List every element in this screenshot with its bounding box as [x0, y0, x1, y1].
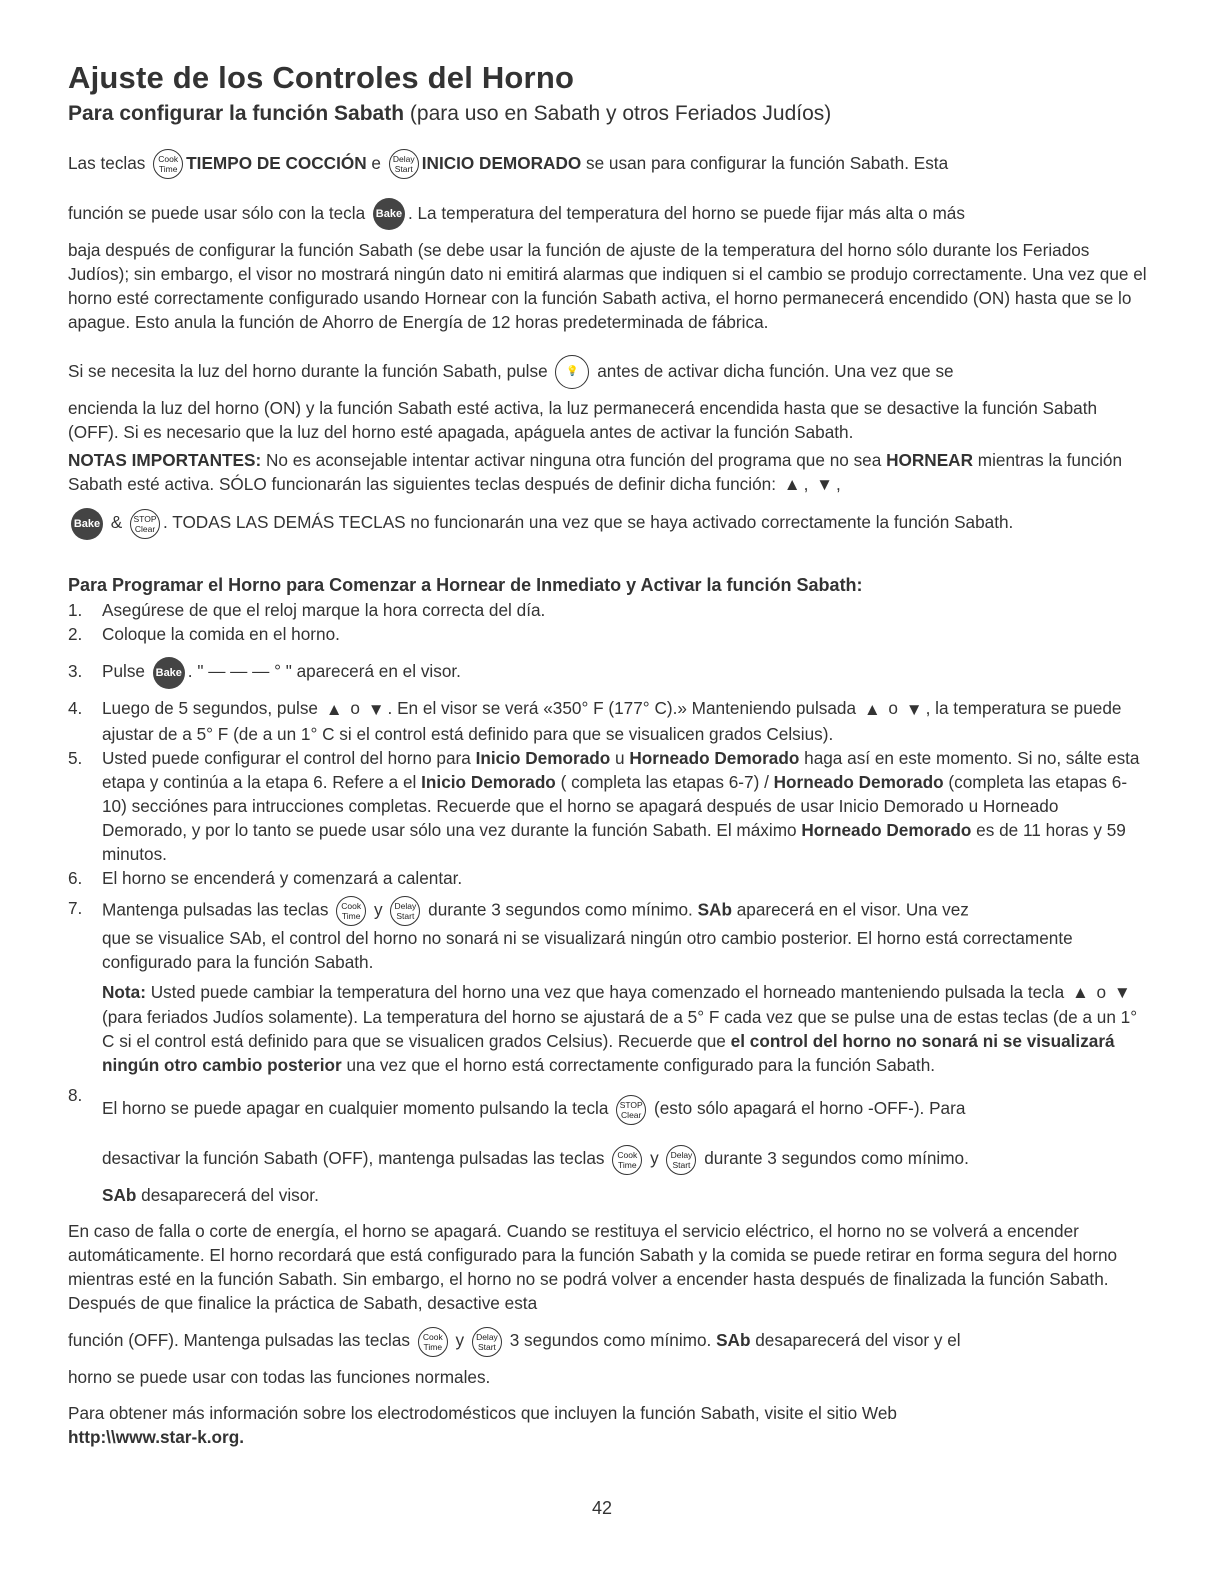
delay-start-key-icon: Delay Start: [472, 1327, 502, 1357]
down-arrow-icon: ▼: [816, 475, 833, 495]
up-arrow-icon: ▲: [783, 475, 801, 495]
page-number: 42: [592, 1498, 613, 1518]
intro-paragraph: baja después de configurar la función Sabath (se debe usar la función de ajuste de la temperatura del horno sólo durante los Feriados Judíos); sin embargo, el visor no mostrará ningún dato ni emitirá alarmas que indiquen si el cambio se produjo correctamente. Una vez que el horno esté correctamente configurado usando Hornear con la función Sabath activa, el horno permanecerá encendido (ON) hasta que se lo apague. Esto anula la función de Ahorro de Energía de 12 horas predeterminada de fábrica.: [68, 240, 1147, 332]
up-arrow-icon: ▲: [1071, 983, 1089, 1003]
cook-time-key-icon: Cook Time: [612, 1145, 642, 1175]
up-arrow-icon: ▲: [863, 699, 881, 719]
delay-start-key-icon: Delay Start: [389, 149, 419, 179]
light-line-1: Si se necesita la luz del horno durante la función Sabath, pulse 💡 antes de activar dicha función. Una vez que se: [68, 346, 1148, 396]
cook-time-key-icon: Cook Time: [153, 149, 183, 179]
step-3: 3. Pulse Bake . " — — — ° " aparecerá en el visor.: [68, 646, 1148, 696]
more-info: Para obtener más información sobre los electrodomésticos que incluyen la función Sabath, visite el sitio Web: [68, 1403, 897, 1424]
down-arrow-icon: ▼: [367, 699, 385, 719]
program-heading: Para Programar el Horno para Comenzar a Hornear de Inmediato y Activar la función Sabath:: [68, 575, 863, 596]
step-2: 2. Coloque la comida en el horno.: [68, 624, 340, 645]
intro-line-1: Las teclas Cook Time TIEMPO DE COCCIÓN e Delay Start INICIO DEMORADO se usan para configurar la función Sabath. Esta: [68, 138, 1148, 188]
important-notes: NOTAS IMPORTANTES: No es aconsejable intentar activar ninguna otra función del programa que no sea HORNEAR mientras la función Sabath esté activa. SÓLO funcionarán las siguientes teclas después de definir dicha función: ▲ , ▼ ,: [68, 448, 1148, 497]
page-content: [68, 60, 1148, 1449]
step-8: 8. El horno se puede apagar en cualquier momento pulsando la tecla STOP Clear (esto sólo apagará el horno -OFF-). Para desactivar la función Sabath (OFF), mantenga pulsadas las teclas Cook Time y Delay Start durante 3 segundos como mínimo. SAb desaparecerá del visor.: [68, 1085, 969, 1206]
step-5: 5. Usted puede configurar el control del horno para Inicio Demorado u Horneado Demorado haga así en este momento. Si no, sálte esta etapa y continúa a la etapa 6. Refere a el Inicio Demorado ( completa las etapas 6-7) / Horneado Demorado (completa las etapas 6-10) secciónes para intrucciones completas. Recuerde que el horno se apagará después de usar Inicio Demorado u Horneado Demorado, y por lo tanto se puede usar sólo una vez durante la función Sabath. El máximo Horneado Demorado es de 11 horas y 59 minutos.: [68, 747, 1140, 864]
intro-line-2: función se puede usar sólo con la tecla Bake . La temperatura del temperatura del horno se puede fijar más alta o más: [68, 188, 1148, 238]
light-key-icon: 💡: [555, 355, 589, 389]
cook-time-key-icon: Cook Time: [418, 1327, 448, 1357]
step-7: 7. Mantenga pulsadas las teclas Cook Time y Delay Start durante 3 segundos como mínimo. SAb aparecerá en el visor. Una vez que se visualice SAb, el control del horno no sonará ni se visualizará ningún otro cambio posterior. El horno está correctamente configurado para la función Sabath.: [68, 897, 1073, 972]
delay-start-key-icon: Delay Start: [666, 1145, 696, 1175]
bake-key-icon: Bake: [373, 198, 405, 230]
subtitle-rest: (para uso en Sabath y otros Feriados Judíos): [404, 102, 832, 125]
power-last-line: horno se puede usar con todas las funciones normales.: [68, 1367, 491, 1388]
cook-time-key-icon: Cook Time: [336, 896, 366, 926]
step-4: 4. Luego de 5 segundos, pulse ▲ o ▼ . En el visor se verá «350° F (177° C).» Manteniendo pulsada ▲ o ▼ , la temperatura se puede ajustar de a 5° F (de a un 1° C si el control está definido para que se visualicen grados Celsius).: [68, 698, 1122, 744]
section-subtitle: [68, 102, 1148, 126]
website-link[interactable]: http:\\www.star-k.org.: [68, 1427, 245, 1448]
steps-list: [68, 598, 1148, 1207]
step-1: 1. Asegúrese de que el reloj marque la hora correcta del día.: [68, 600, 546, 621]
bake-key-icon: Bake: [153, 657, 185, 689]
step-6: 6. El horno se encenderá y comenzará a calentar.: [68, 867, 463, 888]
subtitle-bold: Para configurar la función Sabath: [68, 102, 405, 125]
important-notes-keys: Bake & STOP Clear . TODAS LAS DEMÁS TECLAS no funcionarán una vez que se haya activado correctamente la función Sabath.: [68, 497, 1148, 547]
light-paragraph: encienda la luz del horno (ON) y la función Sabath esté activa, la luz permanecerá encendida hasta que se desactive la función Sabath (OFF). Si es necesario que la luz del horno esté apagada, apáguela antes de activar la función Sabath.: [68, 398, 1098, 442]
step-7-note: Nota: Usted puede cambiar la temperatura del horno una vez que haya comenzado el horneado manteniendo pulsada la tecla ▲ o ▼ (para feriados Judíos solamente). La temperatura del horno se ajustará de a 5° F cada vez que se pulse una de estas teclas (de a un 1° C si el control está definido para que se visualicen grados Celsius). Recuerde que el control del horno no sonará ni se visualizará ningún otro cambio posterior una vez que el horno está correctamente configurado para la función Sabath.: [102, 981, 1138, 1076]
down-arrow-icon: ▼: [905, 699, 923, 719]
delay-start-key-icon: Delay Start: [390, 896, 420, 926]
stop-clear-key-icon: STOP Clear: [616, 1095, 646, 1125]
stop-clear-key-icon: STOP Clear: [130, 509, 160, 539]
power-paragraph: En caso de falla o corte de energía, el horno se apagará. Cuando se restituya el servicio eléctrico, el horno no se volverá a encender automáticamente. El horno recordará que está configurado para la función Sabath y la comida se puede retirar en forma segura del horno mientras esté en la función Sabath. Sin embargo, el horno no se podrá volver a encender hasta después de finalizada la función Sabath. Después de que finalice la práctica de Sabath, desactive esta: [68, 1221, 1118, 1314]
down-arrow-icon: ▼: [1113, 983, 1131, 1003]
power-line-keys: función (OFF). Mantenga pulsadas las teclas Cook Time y Delay Start 3 segundos como mínimo. SAb desaparecerá del visor y el: [68, 1315, 1148, 1365]
up-arrow-icon: ▲: [325, 699, 343, 719]
bake-key-icon: Bake: [71, 508, 103, 540]
page-title: Ajuste de los Controles del Horno: [68, 60, 575, 95]
